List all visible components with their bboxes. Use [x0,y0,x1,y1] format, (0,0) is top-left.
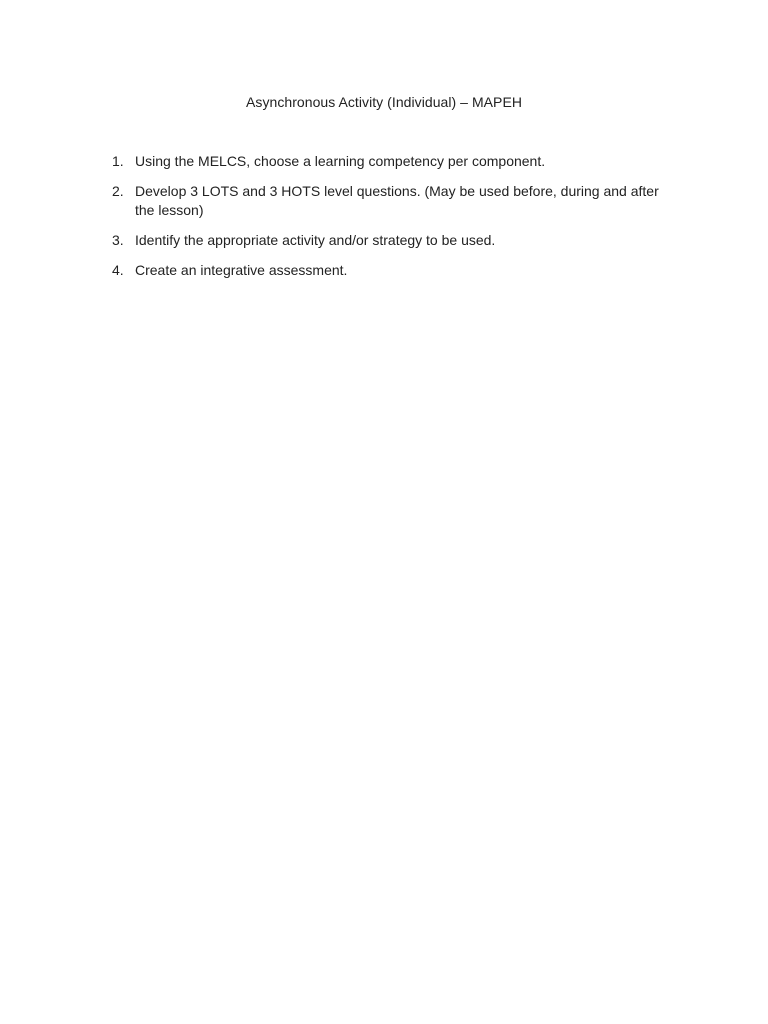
item-text: Using the MELCS, choose a learning competency per component. [135,153,546,169]
list-item [112,152,672,171]
item-number: 2. [112,183,124,199]
item-number: 3. [112,232,124,248]
item-number: 4. [112,262,124,278]
list-item [112,261,672,280]
item-text: Create an integrative assessment. [135,262,348,278]
list-item [112,182,672,220]
instruction-list [112,152,672,291]
document-title: Asynchronous Activity (Individual) – MAPEH [246,94,522,110]
list-item [112,231,672,250]
item-text: Develop 3 LOTS and 3 HOTS level questions. (May be used before, during and after the lesson) [135,183,659,218]
item-text: Identify the appropriate activity and/or strategy to be used. [135,232,496,248]
item-number: 1. [112,153,124,169]
